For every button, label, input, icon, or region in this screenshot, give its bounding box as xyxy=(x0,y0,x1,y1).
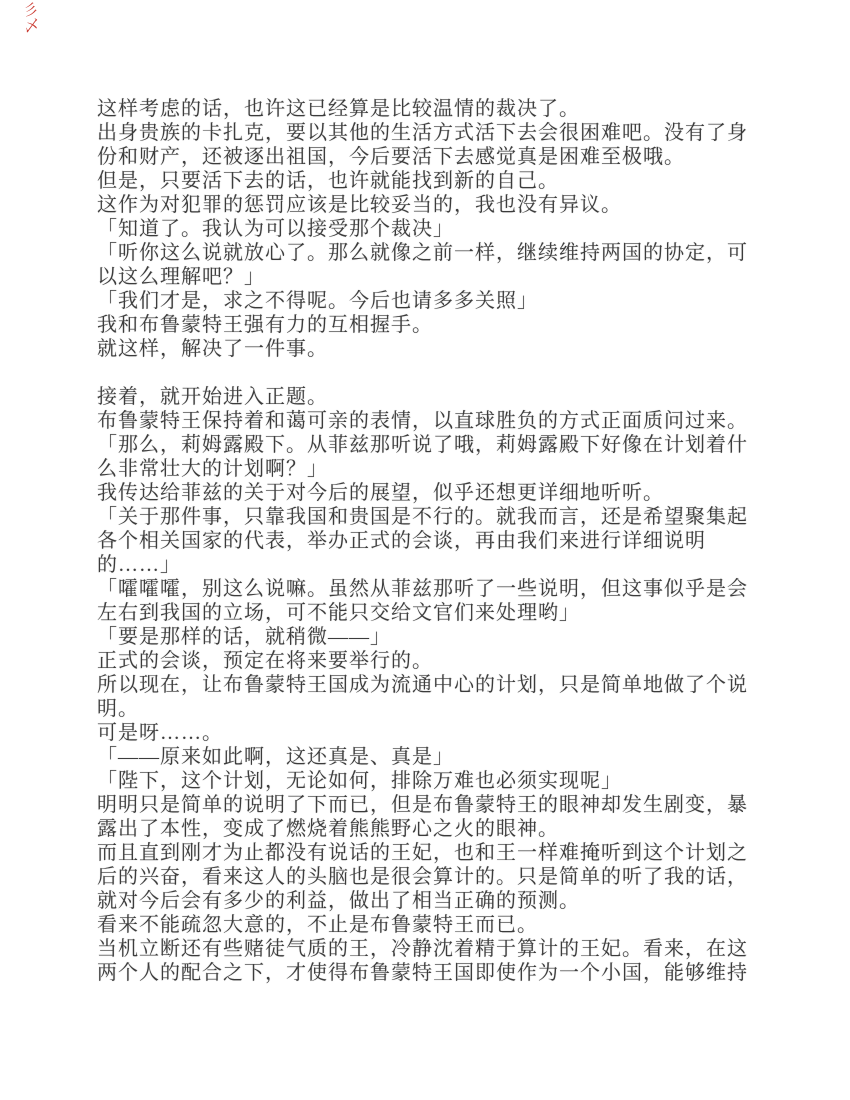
blank-line xyxy=(97,361,773,385)
text-line: 当机立断还有些赌徒气质的王，冷静沈着精于算计的王妃。看来，在这 xyxy=(97,938,748,960)
text-line: 「陛下，这个计划，无论如何，排除万难也必须实现呢」 xyxy=(97,770,622,792)
text-line: 份和财产，还被逐出祖国，今后要活下去感觉真是困难至极哦。 xyxy=(97,146,685,168)
text-line: 「听你这么说就放心了。那么就像之前一样，继续维持两国的协定，可 xyxy=(97,242,748,264)
text-line: 「——原来如此啊，这还真是、真是」 xyxy=(97,746,454,768)
text-line: 就对今后会有多少的利益，做出了相当正确的预测。 xyxy=(97,890,580,912)
text-line: 所以现在，让布鲁蒙特王国成为流通中心的计划，只是简单地做了个说 xyxy=(97,674,748,696)
text-line: 「嚯嚯嚯，别这么说嘛。虽然从菲兹那听了一些说明，但这事似乎是会 xyxy=(97,578,748,600)
text-line: 可是呀……。 xyxy=(97,722,223,744)
text-line: 但是，只要活下去的话，也许就能找到新的自己。 xyxy=(97,170,559,192)
text-line: 左右到我国的立场，可不能只交给文官们来处理哟」 xyxy=(97,602,580,624)
text-line: 看来不能疏忽大意的，不止是布鲁蒙特王而已。 xyxy=(97,914,538,936)
text-line: 这作为对犯罪的惩罚应该是比较妥当的，我也没有异议。 xyxy=(97,194,622,216)
text-line: 正式的会谈，预定在将来要举行的。 xyxy=(97,650,433,672)
red-scribble-stroke-top: 彡 xyxy=(22,0,40,20)
text-line: 后的兴奋，看来这人的头脑也是很会算计的。只是简单的听了我的话， xyxy=(97,866,748,888)
text-line: 我传达给菲兹的关于对今后的展望，似乎还想更详细地听听。 xyxy=(97,482,664,504)
text-line: 「要是那样的话，就稍微——」 xyxy=(97,626,391,648)
text-line: 明明只是简单的说明了下而已，但是布鲁蒙特王的眼神却发生剧变，暴 xyxy=(97,794,748,816)
text-line: 的……」 xyxy=(97,554,181,576)
text-line: 接着，就开始进入正题。 xyxy=(97,386,328,408)
text-line: 布鲁蒙特王保持着和蔼可亲的表情，以直球胜负的方式正面质问过来。 xyxy=(97,410,748,432)
text-line: 出身贵族的卡扎克，要以其他的生活方式活下去会很困难吧。没有了身 xyxy=(97,122,748,144)
text-line: 露出了本性，变成了燃烧着熊熊野心之火的眼神。 xyxy=(97,818,559,840)
text-line: 各个相关国家的代表，举办正式的会谈，再由我们来进行详细说明 xyxy=(97,530,706,552)
novel-text-block xyxy=(97,97,773,985)
text-line: 而且直到刚才为止都没有说话的王妃，也和王一样难掩听到这个计划之 xyxy=(97,842,748,864)
text-line: 我和布鲁蒙特王强有力的互相握手。 xyxy=(97,314,433,336)
text-line: 么非常壮大的计划啊？」 xyxy=(97,458,328,480)
text-line: 「我们才是，求之不得呢。今后也请多多关照」 xyxy=(97,290,538,312)
red-scribble-stroke-bottom: 乄 xyxy=(23,16,41,36)
text-line: 以这么理解吧？」 xyxy=(97,266,265,288)
text-line: 「那么，莉姆露殿下。从菲兹那听说了哦，莉姆露殿下好像在计划着什 xyxy=(97,434,748,456)
text-line: 「知道了。我认为可以接受那个裁决」 xyxy=(97,218,454,240)
text-line: 就这样，解决了一件事。 xyxy=(97,338,328,360)
text-line: 明。 xyxy=(97,698,139,720)
text-line: 这样考虑的话，也许这已经算是比较温情的裁决了。 xyxy=(97,98,580,120)
red-scribble-mark xyxy=(22,1,40,34)
text-line: 「关于那件事，只靠我国和贵国是不行的。就我而言，还是希望聚集起 xyxy=(97,506,748,528)
text-line: 两个人的配合之下，才使得布鲁蒙特王国即使作为一个小国，能够维持 xyxy=(97,962,748,984)
